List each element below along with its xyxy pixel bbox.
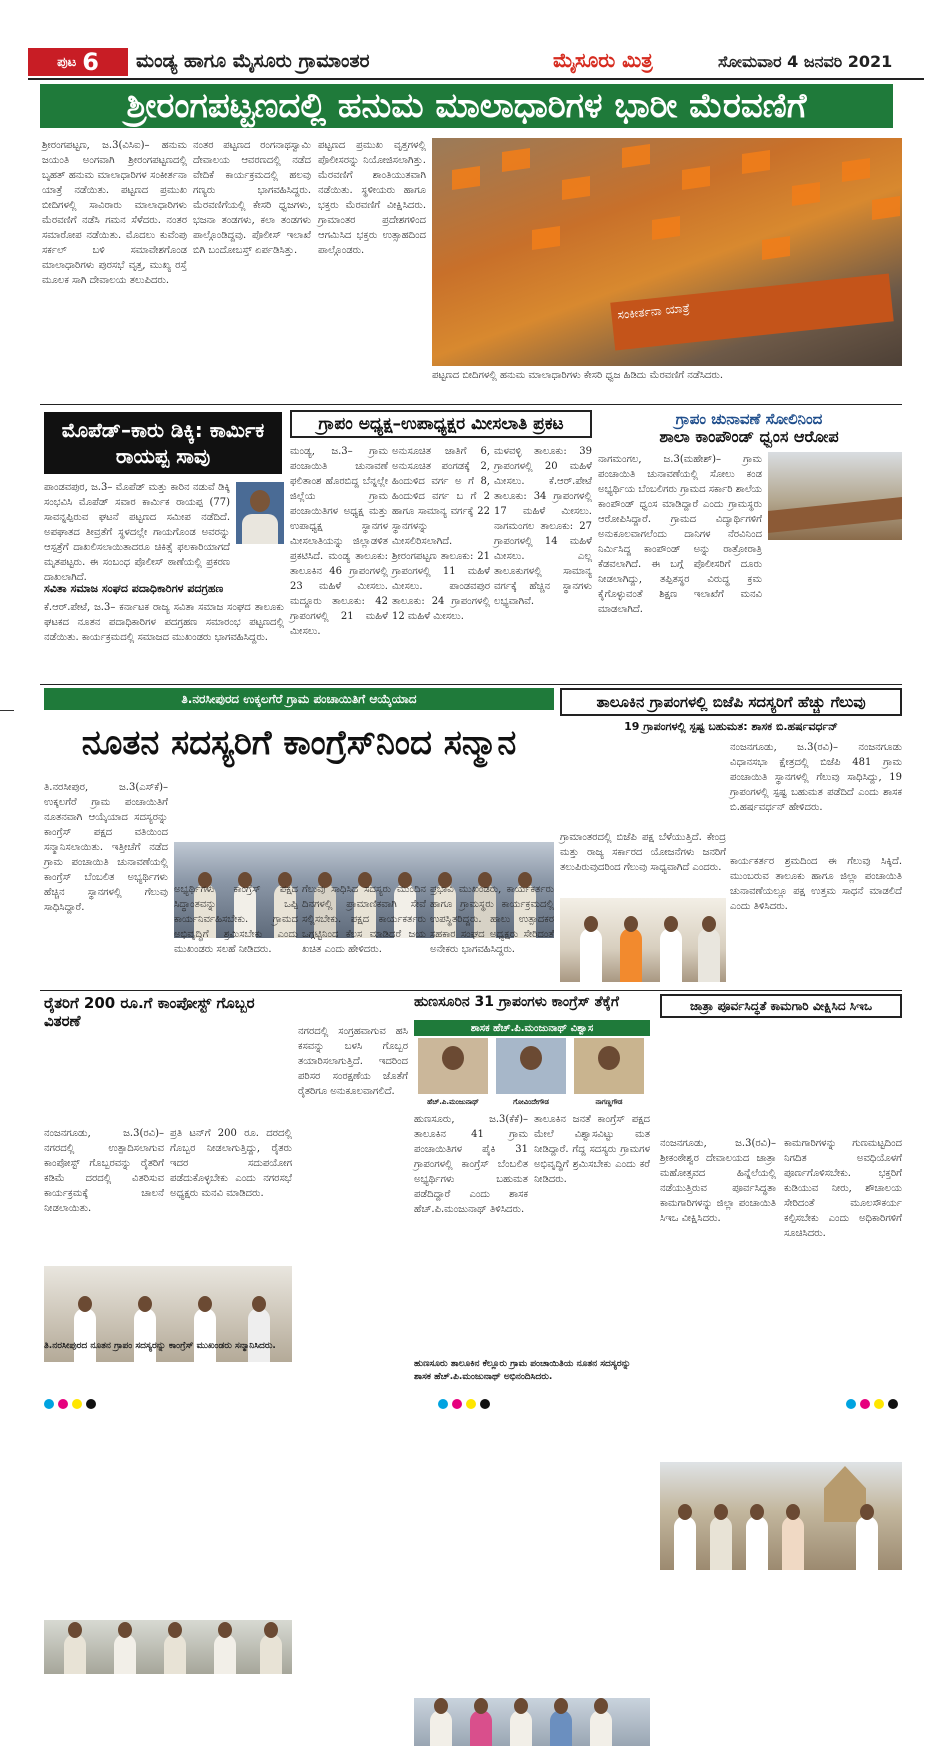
- bjp-headline: ತಾಲೂಕಿನ ಗ್ರಾಪಂಗಳಲ್ಲಿ ಬಿಜೆಪಿ ಸದಸ್ಯರಿಗೆ ಹೆಚ್ಚು ಗೆಲುವು: [560, 688, 902, 716]
- lead-col-1: ಶ್ರೀರಂಗಪಟ್ಟಣ, ಜ.3(ವಿಸಿಐ)– ಹನುಮ ಜಯಂತಿ ಅಂಗವಾಗಿ ಶ್ರೀರಂಗಪಟ್ಟಣದಲ್ಲಿ ಬೃಹತ್ ಹನುಮ ಮಾಲಾಧಾರಿಗಳ ಸಂಕೀರ್ತನಾ ಯಾತ್ರೆ ನಡೆಯಿತು. ಪಟ್ಟಣದ ಪ್ರಮುಖ ಬೀದಿಗಳಲ್ಲಿ ಸಾವಿರಾರು ಮಾಲಾಧಾರಿಗಳು ಮೆರವಣಿಗೆ ನಡೆಸಿ ಗಮನ ಸೆಳೆದರು. ನಂತರ ಸಮಾರೋಪ ನಡೆಯಿತು. ಮೊದಲು ಕುವೆಂಪು ಸರ್ಕಲ್ ಬಳಿ ಸಮಾವೇಶಗೊಂಡ ಮಾಲಾಧಾರಿಗಳು ಪುರಸಭೆ ವೃತ್ತ, ಮುಖ್ಯ ರಸ್ತೆ ಮೂಲಕ ಸಾಗಿ ದೇವಾಲಯ ತಲುಪಿದರು.: [42, 140, 187, 286]
- moped-body: ಪಾಂಡವಪುರ, ಜ.3– ಮೊಪೆಡ್ ಮತ್ತು ಕಾರಿನ ನಡುವೆ ಡಿಕ್ಕಿ ಸಂಭವಿಸಿ ಮೊಪೆಡ್ ಸವಾರ ಕಾರ್ಮಿಕ ರಾಯಪ್ಪ (77) ಸಾವನ್ನಪ್ಪಿರುವ ಘಟನೆ ಪಟ್ಟಣದ ಸಮೀಪ ನಡೆದಿದೆ. ಅಪಘಾತದ ತೀವ್ರತೆಗೆ ಸ್ಥಳದಲ್ಲೇ ಗಾಯಗೊಂಡ ಅವರನ್ನು ಆಸ್ಪತ್ರೆಗೆ ದಾಖಲಿಸಲಾಯಿತಾದರೂ ಚಿಕಿತ್ಸೆ ಫಲಕಾರಿಯಾಗದೆ ಮೃತಪಟ್ಟರು. ಈ ಸಂಬಂಧ ಪೊಲೀಸ್ ಠಾಣೆಯಲ್ಲಿ ಪ್ರಕರಣ ದಾಖಲಾಗಿದೆ.: [44, 482, 230, 583]
- victim-portrait: [236, 482, 284, 544]
- hunsur-felicitation-photo: [414, 1698, 650, 1746]
- jatra-col-1: ನಂಜನಗೂಡು, ಜ.3(ರವಿ)– ಶ್ರೀಕಂಠೇಶ್ವರ ದೇವಾಲಯದ ಜಾತ್ರಾ ಮಹೋತ್ಸವದ ಹಿನ್ನೆಲೆಯಲ್ಲಿ ನಡೆಯುತ್ತಿರುವ ಪೂರ್ವಸಿದ್ಧತಾ ಕಾಮಗಾರಿಗಳನ್ನು ಜಿಲ್ಲಾ ಪಂಚಾಯಿತಿ ಸಿಇಒ ವೀಕ್ಷಿಸಿದರು.: [660, 1138, 776, 1224]
- broken-compound-photo: [768, 452, 902, 540]
- margin-tick: [0, 710, 14, 711]
- lead-col-2: ನಂತರ ಪಟ್ಟಣದ ರಂಗನಾಥಸ್ವಾಮಿ ದೇವಾಲಯ ಆವರಣದಲ್ಲಿ ನಡೆದ ವೇದಿಕೆ ಕಾರ್ಯಕ್ರಮದಲ್ಲಿ ಹಲವು ಗಣ್ಯರು ಭಾಗವಹಿಸಿದ್ದರು. ಮೆರವಣಿಗೆಯಲ್ಲಿ ಕೇಸರಿ ಧ್ವಜಗಳು, ಭಜನಾ ತಂಡಗಳು, ಕಲಾ ತಂಡಗಳು ಪಾಲ್ಗೊಂಡಿದ್ದವು. ಪೊಲೀಸ್ ಇಲಾಖೆ ಬಿಗಿ ಬಂದೋಬಸ್ತ್ ಏರ್ಪಡಿಸಿತ್ತು.: [193, 140, 311, 256]
- divider: [40, 684, 902, 685]
- divider: [40, 990, 902, 991]
- procession-photo: [432, 138, 902, 366]
- school-body: ನಾಗಮಂಗಲ, ಜ.3(ಮಹೇಶ್)– ಗ್ರಾಮ ಪಂಚಾಯಿತಿ ಚುನಾವಣೆಯಲ್ಲಿ ಸೋಲು ಕಂಡ ಅಭ್ಯರ್ಥಿಯ ಬೆಂಬಲಿಗರು ಗ್ರಾಮದ ಸರ್ಕಾರಿ ಶಾಲೆಯ ಕಾಂಪೌಂಡ್ ಧ್ವಂಸ ಮಾಡಿದ್ದಾರೆ ಎಂದು ಗ್ರಾಮಸ್ಥರು ಆರೋಪಿಸಿದ್ದಾರೆ. ಗ್ರಾಮದ ವಿದ್ಯಾರ್ಥಿಗಳಿಗೆ ಅನುಕೂಲವಾಗಲೆಂದು ದಾನಿಗಳ ನೆರವಿನಿಂದ ನಿರ್ಮಿಸಿದ್ದ ಕಾಂಪೌಂಡ್ ಅನ್ನು ರಾತ್ರೋರಾತ್ರಿ ಕೆಡವಲಾಗಿದೆ. ಈ ಬಗ್ಗೆ ಪೊಲೀಸರಿಗೆ ದೂರು ನೀಡಲಾಗಿದ್ದು, ತಪ್ಪಿತಸ್ಥರ ವಿರುದ್ಧ ಕ್ರಮ ಕೈಗೊಳ್ಳುವಂತೆ ಶಿಕ್ಷಣ ಇಲಾಖೆಗೆ ಮನವಿ ಮಾಡಲಾಗಿದೆ.: [598, 454, 762, 615]
- congress-headline: ನೂತನ ಸದಸ್ಯರಿಗೆ ಕಾಂಗ್ರೆಸ್‌ನಿಂದ ಸನ್ಮಾನ: [81, 723, 517, 763]
- portrait-2-name: ಗೋವಿಂದೇಗೌಡ: [513, 1098, 549, 1106]
- compost-col-1: ನಂಜನಗೂಡು, ಜ.3(ರವಿ)– ನಗರದಲ್ಲಿ ಉತ್ಪಾದಿಸಲಾಗುವ ಕಾಂಪೋಸ್ಟ್ ಗೊಬ್ಬರವನ್ನು ರೈತರಿಗೆ ಕಡಿಮೆ ದರದಲ್ಲಿ ವಿತರಿಸುವ ಕಾರ್ಯಕ್ರಮಕ್ಕೆ ಚಾಲನೆ ನೀಡಲಾಯಿತು.: [44, 1128, 164, 1214]
- narasipura-members-photo: [44, 1620, 292, 1674]
- congress-col-4: ಪ್ರಭಾವಿ ಮುಖಂಡರು, ಕಾರ್ಯಕರ್ತರು ಹಾಗೂ ಗ್ರಾಮಸ್ಥರು ಕಾರ್ಯಕ್ರಮದಲ್ಲಿ ಉಪಸ್ಥಿತರಿದ್ದರು. ಹಾಲು ಉತ್ಪಾದಕರ ಸಹಕಾರ ಸಂಘದ ಅಧ್ಯಕ್ಷರು ಸೇರಿದಂತೆ ಅನೇಕರು ಭಾಗವಹಿಸಿದ್ದರು.: [430, 884, 554, 955]
- registration-marks-right: [846, 1394, 902, 1413]
- congress-col-2: ಅಭ್ಯರ್ಥಿಗಳು ಕಾಂಗ್ರೆಸ್ ಪಕ್ಷದ ಸಿದ್ಧಾಂತವನ್ನು ಒಪ್ಪಿ ಕಾರ್ಯನಿರ್ವಹಿಸಬೇಕು. ಗ್ರಾಮದ ಅಭಿವೃದ್ಧಿಗೆ ಶ್ರಮಿಸಬೇಕು ಎಂದು ಮುಖಂಡರು ಸಲಹೆ ನೀಡಿದರು.: [174, 884, 298, 955]
- bjp-col-2: ಗ್ರಾಮಾಂತರದಲ್ಲಿ ಬಿಜೆಪಿ ಪಕ್ಷ ಬೆಳೆಯುತ್ತಿದೆ. ಕೇಂದ್ರ ಮತ್ತು ರಾಜ್ಯ ಸರ್ಕಾರದ ಯೋಜನೆಗಳು ಜನರಿಗೆ ತಲುಪಿರುವುದರಿಂದ ಗೆಲುವು ಸಾಧ್ಯವಾಗಿದೆ ಎಂದರು.: [560, 832, 726, 873]
- page-number: 6: [82, 48, 99, 76]
- school-headline: [598, 410, 900, 446]
- portrait-2: [496, 1038, 566, 1094]
- hunsur-headline: ಹುಣಸೂರಿನ 31 ಗ್ರಾಪಂಗಳು ಕಾಂಗ್ರೆಸ್ ತೆಕ್ಕೆಗೆ: [414, 994, 619, 1010]
- compost-col-2: ಪ್ರತಿ ಟನ್‌ಗೆ 200 ರೂ. ದರದಲ್ಲಿ ಗೊಬ್ಬರ ನೀಡಲಾಗುತ್ತಿದ್ದು, ರೈತರು ಇದರ ಸದುಪಯೋಗ ಪಡೆದುಕೊಳ್ಳಬೇಕು ಎಂದು ನಗರಸಭೆ ಅಧ್ಯಕ್ಷರು ಮನವಿ ಮಾಡಿದರು.: [170, 1128, 292, 1199]
- school-headline-line-2: ಶಾಲಾ ಕಾಂಪೌಂಡ್ ಧ್ವಂಸ ಆರೋಪ: [659, 427, 839, 446]
- hunsur-portraits: [414, 1038, 650, 1108]
- narasipura-caption: ತಿ.ನರಸೀಪುರದ ನೂತನ ಗ್ರಾಪಂ ಸದಸ್ಯರನ್ನು ಕಾಂಗ್ರೆಸ್ ಮುಖಂಡರು ಸನ್ಮಾನಿಸಿದರು.: [44, 1341, 276, 1351]
- jatra-inspection-photo: [660, 1462, 902, 1570]
- divider: [40, 404, 902, 405]
- congress-col-1: ತಿ.ನರಸೀಪುರ, ಜ.3(ಎಸ್‌ಕೆ)– ಉಕ್ಕಲಗೆರೆ ಗ್ರಾಮ ಪಂಚಾಯಿತಿಗೆ ನೂತನವಾಗಿ ಆಯ್ಕೆಯಾದ ಸದಸ್ಯರನ್ನು ಕಾಂಗ್ರೆಸ್ ಪಕ್ಷದ ವತಿಯಿಂದ ಸನ್ಮಾನಿಸಲಾಯಿತು. ಇತ್ತೀಚೆಗೆ ನಡೆದ ಗ್ರಾಮ ಪಂಚಾಯಿತಿ ಚುನಾವಣೆಯಲ್ಲಿ ಕಾಂಗ್ರೆಸ್ ಬೆಂಬಲಿತ ಅಭ್ಯರ್ಥಿಗಳು ಹೆಚ್ಚಿನ ಸ್ಥಾನಗಳಲ್ಲಿ ಗೆಲುವು ಸಾಧಿಸಿದ್ದಾರೆ.: [44, 782, 168, 913]
- hunsur-kicker: ಶಾಸಕ ಹೆಚ್.ಪಿ.ಮಂಜುನಾಥ್ ವಿಶ್ವಾಸ: [414, 1020, 650, 1036]
- page-number-tag: [28, 48, 128, 76]
- jatra-headline: ಜಾತ್ರಾ ಪೂರ್ವಸಿದ್ಧತೆ ಕಾಮಗಾರಿ ವೀಕ್ಷಿಸಿದ ಸಿಇಒ: [660, 994, 902, 1018]
- congress-kicker: ತಿ.ನರಸೀಪುರದ ಉಕ್ಕಲಗೆರೆ ಗ್ರಾಮ ಪಂಚಾಯಿತಿಗೆ ಆಯ್ಕೆಯಾದ: [44, 688, 554, 710]
- moped-headline: ಮೊಪೆಡ್–ಕಾರು ಡಿಕ್ಕಿ: ಕಾರ್ಮಿಕ ರಾಯಪ್ಪ ಸಾವು: [44, 412, 282, 474]
- bjp-subhead: 19 ಗ್ರಾಪಂಗಳಲ್ಲಿ ಸ್ಪಷ್ಟ ಬಹುಮತ: ಶಾಸಕ ಬಿ.ಹರ್ಷವರ್ಧನ್: [624, 720, 838, 733]
- lead-headline: ಶ್ರೀರಂಗಪಟ್ಟಣದಲ್ಲಿ ಹನುಮ ಮಾಲಾಧಾರಿಗಳ ಭಾರೀ ಮೆರವಣಿಗೆ: [40, 84, 893, 128]
- registration-marks-center: [438, 1394, 494, 1413]
- procession-banner: ಸಂಕೀರ್ತನಾ ಯಾತ್ರೆ: [610, 273, 893, 350]
- reservation-col-2: ಅನುಸೂಚಿತ ಜಾತಿಗೆ 6, ಅನುಸೂಚಿತ ಪಂಗಡಕ್ಕೆ 2, ಹಿಂದುಳಿದ ವರ್ಗ ಅ ಗೆ 8, ಹಿಂದುಳಿದ ವರ್ಗ ಬ ಗೆ 2 ಹಾಗೂ ಸಾಮಾನ್ಯ ವರ್ಗಕ್ಕೆ 22 ಸ್ಥಾನಗಳನ್ನು ಮೀಸಲಿರಿಸಲಾಗಿದೆ. ಶ್ರೀರಂಗಪಟ್ಟಣ ತಾಲೂಕು: 21 ಗ್ರಾಪಂಗಳಲ್ಲಿ 11 ಮಹಿಳೆ ಮೀಸಲು. ಪಾಂಡವಪುರ ತಾಲೂಕು: 24 ಗ್ರಾಪಂಗಳಲ್ಲಿ 12 ಮಹಿಳೆ ಮೀಸಲು.: [392, 446, 490, 622]
- reservation-headline: ಗ್ರಾಪಂ ಅಧ್ಯಕ್ಷ–ಉಪಾಧ್ಯಕ್ಷರ ಮೀಸಲಾತಿ ಪ್ರಕಟ: [290, 410, 592, 438]
- bjp-col-1: ನಂಜನಗೂಡು, ಜ.3(ರವಿ)– ನಂಜನಗೂಡು ವಿಧಾನಸಭಾ ಕ್ಷೇತ್ರದಲ್ಲಿ ಬಿಜೆಪಿ 481 ಗ್ರಾಮ ಪಂಚಾಯಿತಿ ಸ್ಥಾನಗಳಲ್ಲಿ ಗೆಲುವು ಸಾಧಿಸಿದ್ದು, 19 ಗ್ರಾಪಂಗಳಲ್ಲಿ ಸ್ಪಷ್ಟ ಬಹುಮತ ಪಡೆದಿದೆ ಎಂದು ಶಾಸಕ ಬಿ.ಹರ್ಷವರ್ಧನ್ ಹೇಳಿದರು.: [730, 742, 902, 813]
- portrait-3-name: ನಾಗಣ್ಣಗೌಡ: [595, 1098, 623, 1106]
- school-headline-line-1: ಗ್ರಾಪಂ ಚುನಾವಣೆ ಸೋಲಿನಿಂದ: [675, 410, 823, 428]
- issue-date: ಸೋಮವಾರ 4 ಜನವರಿ 2021: [718, 52, 893, 71]
- reservation-col-3: ಮಳವಳ್ಳಿ ತಾಲೂಕು: 39 ಗ್ರಾಪಂಗಳಲ್ಲಿ 20 ಮಹಿಳೆ ಮೀಸಲು. ಕೆ.ಆರ್.ಪೇಟೆ ತಾಲೂಕು: 34 ಗ್ರಾಪಂಗಳಲ್ಲಿ 17 ಮಹಿಳೆ ಮೀಸಲು. ನಾಗಮಂಗಲ ತಾಲೂಕು: 27 ಗ್ರಾಪಂಗಳಲ್ಲಿ 14 ಮಹಿಳೆ ಮೀಸಲು. ಎಲ್ಲ ತಾಲೂಕುಗಳಲ್ಲಿ ಸಾಮಾನ್ಯ ವರ್ಗಕ್ಕೆ ಹೆಚ್ಚಿನ ಸ್ಥಾನಗಳು ಲಭ್ಯವಾಗಿವೆ.: [494, 446, 592, 607]
- section-title: ಮಂಡ್ಯ ಹಾಗೂ ಮೈಸೂರು ಗ್ರಾಮಾಂತರ: [136, 50, 370, 72]
- hunsur-col-2: ತಾಲೂಕಿನ ಜನತೆ ಕಾಂಗ್ರೆಸ್ ಪಕ್ಷದ ಮೇಲೆ ವಿಶ್ವಾಸವಿಟ್ಟು ಮತ ನೀಡಿದ್ದಾರೆ. ಗೆದ್ದ ಸದಸ್ಯರು ಗ್ರಾಮಗಳ ಅಭಿವೃದ್ಧಿಗೆ ಶ್ರಮಿಸಬೇಕು ಎಂದು ಕರೆ ನೀಡಿದರು.: [534, 1114, 650, 1185]
- savitha-subhead: ಸವಿತಾ ಸಮಾಜ ಸಂಘದ ಪದಾಧಿಕಾರಿಗಳ ಪದಗ್ರಹಣ: [44, 582, 224, 595]
- page-header: [28, 46, 924, 80]
- portrait-3: [574, 1038, 644, 1094]
- lead-col-3: ಪಟ್ಟಣದ ಪ್ರಮುಖ ವೃತ್ತಗಳಲ್ಲಿ ಪೊಲೀಸರನ್ನು ನಿಯೋಜಿಸಲಾಗಿತ್ತು. ಮೆರವಣಿಗೆ ಶಾಂತಿಯುತವಾಗಿ ನಡೆಯಿತು. ಸ್ಥಳೀಯರು ಹಾಗೂ ಭಕ್ತರು ಮೆರವಣಿಗೆ ವೀಕ್ಷಿಸಿದರು. ಗ್ರಾಮಾಂತರ ಪ್ರದೇಶಗಳಿಂದ ಆಗಮಿಸಿದ ಭಕ್ತರು ಉತ್ಸಾಹದಿಂದ ಪಾಲ್ಗೊಂಡರು.: [318, 140, 426, 256]
- page-label: ಪುಟ: [57, 54, 77, 70]
- compost-col-3: ನಗರದಲ್ಲಿ ಸಂಗ್ರಹವಾಗುವ ಹಸಿ ಕಸವನ್ನು ಬಳಸಿ ಗೊಬ್ಬರ ತಯಾರಿಸಲಾಗುತ್ತಿದೆ. ಇದರಿಂದ ಪರಿಸರ ಸಂರಕ್ಷಣೆಯ ಜೊತೆಗೆ ರೈತರಿಗೂ ಅನುಕೂಲವಾಗಲಿದೆ.: [298, 1026, 408, 1097]
- portrait-1: [418, 1038, 488, 1094]
- reservation-col-1: ಮಂಡ್ಯ, ಜ.3– ಗ್ರಾಮ ಪಂಚಾಯಿತಿ ಚುನಾವಣೆ ಫಲಿತಾಂಶ ಹೊರಬಿದ್ದ ಬೆನ್ನಲ್ಲೇ ಜಿಲ್ಲೆಯ ಗ್ರಾಮ ಪಂಚಾಯಿತಿಗಳ ಅಧ್ಯಕ್ಷ ಮತ್ತು ಉಪಾಧ್ಯಕ್ಷ ಸ್ಥಾನಗಳ ಮೀಸಲಾತಿಯನ್ನು ಜಿಲ್ಲಾಡಳಿತ ಪ್ರಕಟಿಸಿದೆ. ಮಂಡ್ಯ ತಾಲೂಕು: ತಾಲೂಕಿನ 46 ಗ್ರಾಪಂಗಳಲ್ಲಿ 23 ಮಹಿಳೆ ಮೀಸಲು. ಮದ್ದೂರು ತಾಲೂಕು: 42 ಗ್ರಾಪಂಗಳಲ್ಲಿ 21 ಮಹಿಳೆ ಮೀಸಲು.: [290, 446, 388, 637]
- jatra-col-2: ಕಾಮಗಾರಿಗಳನ್ನು ಗುಣಮಟ್ಟದಿಂದ ನಿಗದಿತ ಅವಧಿಯೊಳಗೆ ಪೂರ್ಣಗೊಳಿಸಬೇಕು. ಭಕ್ತರಿಗೆ ಕುಡಿಯುವ ನೀರು, ಶೌಚಾಲಯ ಸೇರಿದಂತೆ ಮೂಲಸೌಕರ್ಯ ಕಲ್ಪಿಸಬೇಕು ಎಂದು ಅಧಿಕಾರಿಗಳಿಗೆ ಸೂಚಿಸಿದರು.: [784, 1138, 902, 1239]
- registration-marks-left: [44, 1394, 100, 1413]
- portrait-1-name: ಹೆಚ್.ಪಿ.ಮಂಜುನಾಥ್: [427, 1098, 479, 1106]
- lead-photo-caption: ಪಟ್ಟಣದ ಬೀದಿಗಳಲ್ಲಿ ಹನುಮ ಮಾಲಾಧಾರಿಗಳು ಕೇಸರಿ ಧ್ವಜ ಹಿಡಿದು ಮೆರವಣಿಗೆ ನಡೆಸಿದರು.: [432, 370, 724, 381]
- savitha-body: ಕೆ.ಆರ್.ಪೇಟೆ, ಜ.3– ಕರ್ನಾಟಕ ರಾಜ್ಯ ಸವಿತಾ ಸಮಾಜ ಸಂಘದ ತಾಲೂಕು ಘಟಕದ ನೂತನ ಪದಾಧಿಕಾರಿಗಳ ಪದಗ್ರಹಣ ಸಮಾರಂಭ ಪಟ್ಟಣದಲ್ಲಿ ನಡೆಯಿತು. ಕಾರ್ಯಕ್ರಮದಲ್ಲಿ ಸಮಾಜದ ಮುಖಂಡರು ಭಾಗವಹಿಸಿದ್ದರು.: [44, 602, 284, 643]
- congress-col-3: ಗೆಲುವು ಸಾಧಿಸಿದ ಸದಸ್ಯರು ಮುಂದಿನ ದಿನಗಳಲ್ಲಿ ಪ್ರಾಮಾಣಿಕವಾಗಿ ಸೇವೆ ಸಲ್ಲಿಸಬೇಕು. ಪಕ್ಷದ ಕಾರ್ಯಕರ್ತರು ಒಗ್ಗಟ್ಟಿನಿಂದ ಕೆಲಸ ಮಾಡಿದರೆ ಜಯ ಖಚಿತ ಎಂದು ಹೇಳಿದರು.: [302, 884, 426, 955]
- compost-headline: ರೈತರಿಗೆ 200 ರೂ.ಗೆ ಕಾಂಪೋಸ್ಟ್ ಗೊಬ್ಬರ ವಿತರಣೆ: [44, 994, 255, 1030]
- bjp-col-3: ಕಾರ್ಯಕರ್ತರ ಶ್ರಮದಿಂದ ಈ ಗೆಲುವು ಸಿಕ್ಕಿದೆ. ಮುಂಬರುವ ತಾಲೂಕು ಹಾಗೂ ಜಿಲ್ಲಾ ಪಂಚಾಯಿತಿ ಚುನಾವಣೆಯಲ್ಲೂ ಪಕ್ಷ ಉತ್ತಮ ಸಾಧನೆ ಮಾಡಲಿದೆ ಎಂದು ತಿಳಿಸಿದರು.: [730, 856, 902, 912]
- newspaper-brand: ಮೈಸೂರು ಮಿತ್ರ: [553, 48, 653, 72]
- hunsur-caption: ಹುಣಸೂರು ತಾಲೂಕಿನ ಕೆಲ್ಲೂರು ಗ್ರಾಮ ಪಂಚಾಯಿತಿಯ ನೂತನ ಸದಸ್ಯರನ್ನು ಶಾಸಕ ಹೆಚ್.ಪಿ.ಮಂಜುನಾಥ್ ಅಭಿನಂದಿಸಿದರು.: [414, 1359, 631, 1382]
- hunsur-col-1: ಹುಣಸೂರು, ಜ.3(ಕೆಕೆ)– ತಾಲೂಕಿನ 41 ಗ್ರಾಮ ಪಂಚಾಯಿತಿಗಳ ಪೈಕಿ 31 ಗ್ರಾಪಂಗಳಲ್ಲಿ ಕಾಂಗ್ರೆಸ್ ಬೆಂಬಲಿತ ಅಭ್ಯರ್ಥಿಗಳು ಬಹುಮತ ಪಡೆದಿದ್ದಾರೆ ಎಂದು ಶಾಸಕ ಹೆಚ್.ಪಿ.ಮಂಜುನಾಥ್ ತಿಳಿಸಿದರು.: [414, 1114, 528, 1215]
